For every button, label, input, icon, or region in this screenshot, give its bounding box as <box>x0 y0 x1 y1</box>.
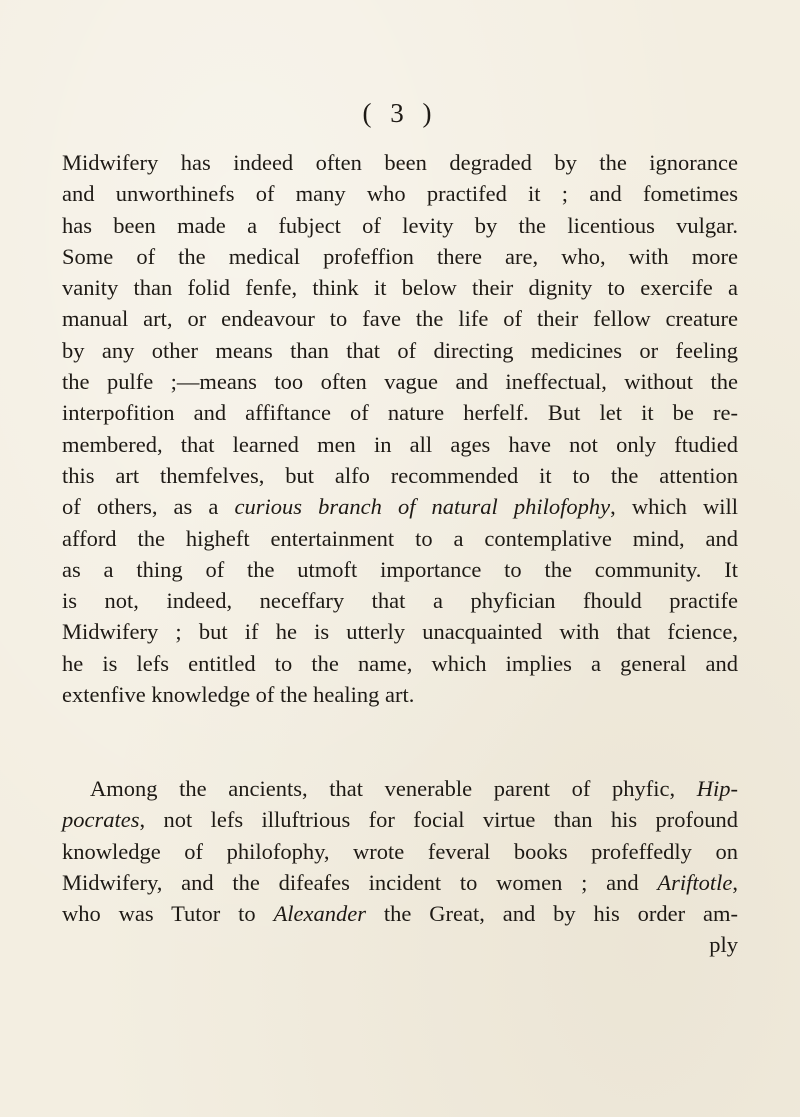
text-line: manual art, or endeavour to fave the life of their fellow creature <box>62 306 738 332</box>
text-line: Among the ancients, that venerable parent of phyfic, Hip- <box>90 776 738 801</box>
text-line: interpofition and affiftance of nature herfelf. But let it be re- <box>62 400 738 426</box>
text-line: he is lefs entitled to the name, which implies a general and <box>62 650 738 676</box>
italic-name: Hip- <box>696 776 738 801</box>
text-line: knowledge of philofophy, wrote feveral books profeffedly on <box>62 838 738 864</box>
text-line: Midwifery, and the difeafes incident to women ; and Ariftotle, <box>62 869 738 895</box>
text-line: is not, indeed, neceffary that a phyfician fhould practife <box>62 588 738 614</box>
paragraph-2 <box>62 773 738 961</box>
text-line: as a thing of the utmoft importance to the community. It <box>62 556 738 582</box>
italic-name: Alexander <box>273 901 367 927</box>
text-line: pocrates, not lefs illuftrious for focial virtue than his profound <box>62 807 738 833</box>
text-line: Some of the medical profeffion there are, who, with more <box>62 243 738 269</box>
catchword: ply <box>709 932 738 958</box>
text-line: has been made a fubject of levity by the licentious vulgar. <box>62 212 738 238</box>
text-line: and unworthinefs of many who practifed it ; and fometimes <box>62 181 738 207</box>
text-line: this art themfelves, but alfo recommended it to the attention <box>62 462 738 488</box>
italic-name: pocrates <box>62 807 140 833</box>
italic-name: Ariftotle <box>657 869 733 895</box>
text-line: membered, that learned men in all ages have not only ftudied <box>62 431 738 457</box>
page-number: ( 3 ) <box>362 98 438 128</box>
text-line: Midwifery has indeed often been degraded by the ignorance <box>62 150 738 175</box>
text-line: Midwifery ; but if he is utterly unacquainted with that fcience, <box>62 619 738 645</box>
italic-phrase: curious branch of natural philofophy <box>234 494 611 520</box>
text-line: extenfive knowledge of the healing art. <box>62 682 415 708</box>
text-line: who was Tutor to Alexander the Great, and by his order am- <box>62 901 738 927</box>
text-line: of others, as a curious branch of natural philofophy, which will <box>62 494 738 520</box>
text-line: vanity than folid fenfe, think it below their dignity to exercife a <box>62 275 738 301</box>
paragraph-1 <box>62 147 738 710</box>
text-line: afford the higheft entertainment to a contemplative mind, and <box>62 525 738 551</box>
text-line: by any other means than that of directing medicines or feeling <box>62 337 738 363</box>
text-line: the pulfe ;—means too often vague and ineffectual, without the <box>62 369 738 395</box>
